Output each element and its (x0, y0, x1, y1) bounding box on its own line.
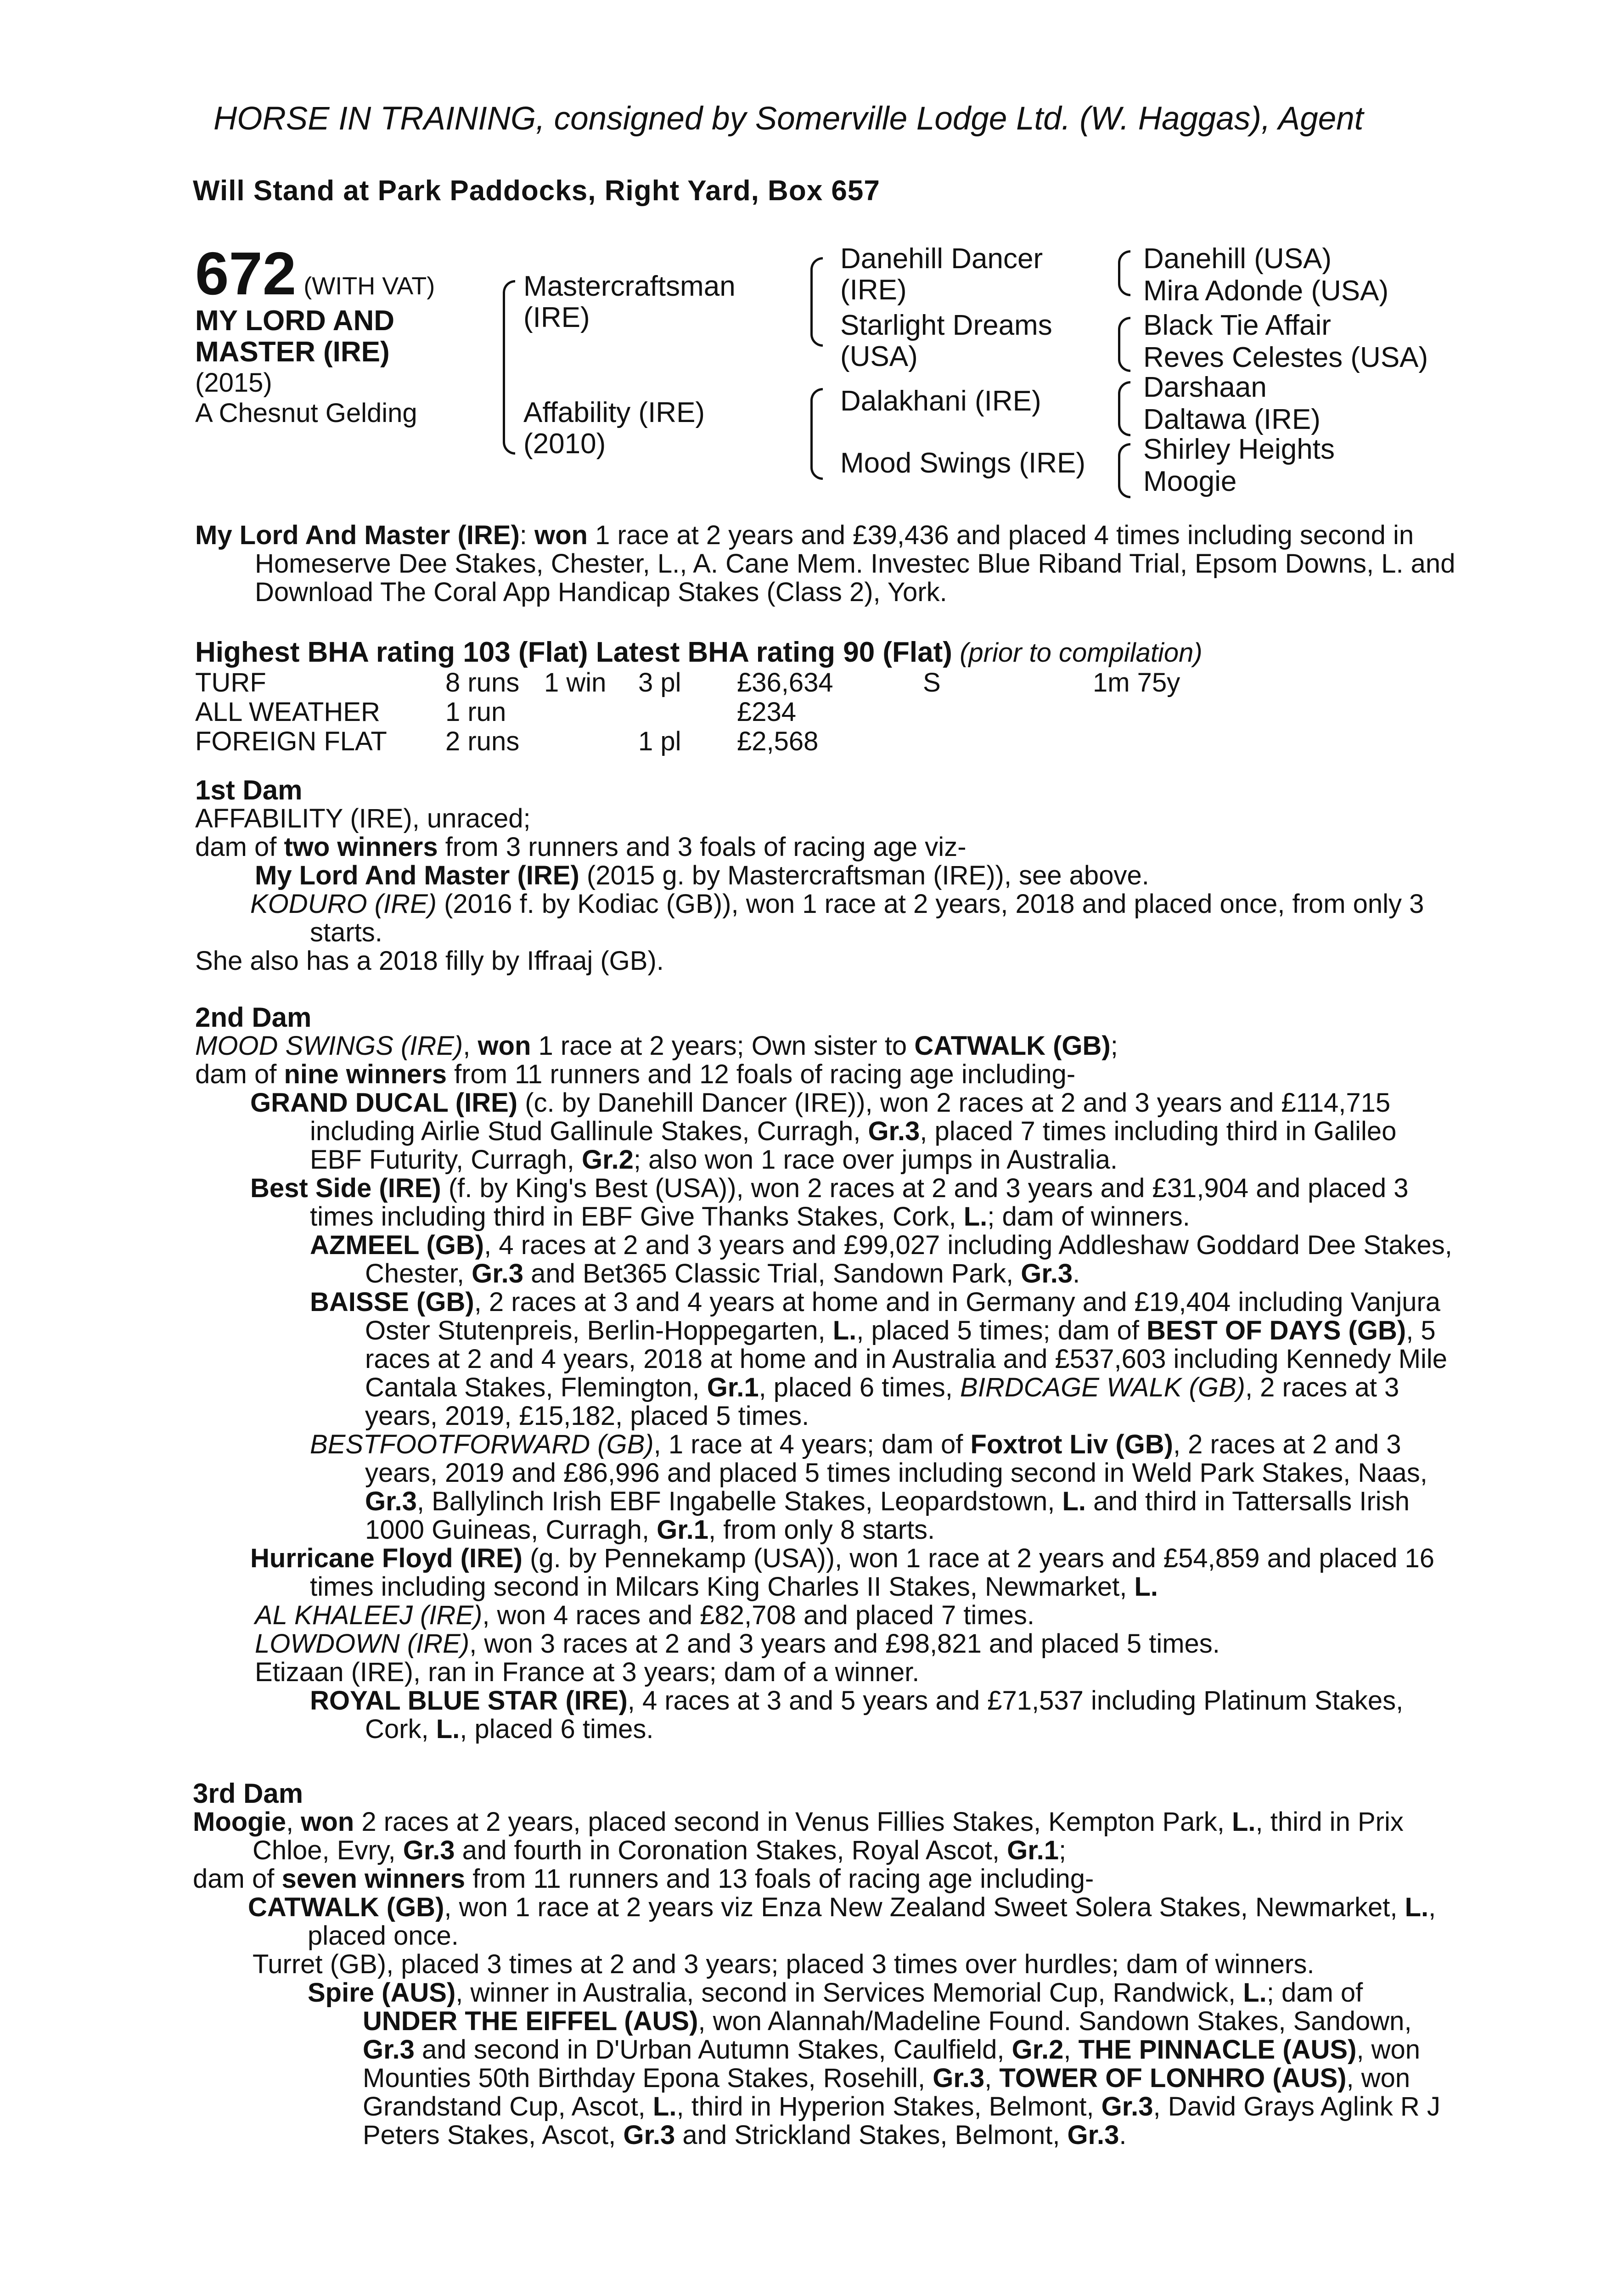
baisse-entry: BAISSE (GB), 2 races at 3 and 4 years at home and in Germany and £19,404 including Vanjura Oster Stutenpreis, Berlin-Hoppegarten, L., placed 5 times; dam of BEST OF DAYS (GB), 5 races at 2 and 4 years, 2018 at home and in Australia and £537,603 including Kennedy Mile Cantala Stakes, Flemington, Gr.1, placed 6 times, BIRDCAGE WALK (GB), 2 races at 3 years, 2019, £15,182, placed 5 times. (310, 1287, 1448, 1431)
spire-entry: Spire (AUS), winner in Australia, second in Services Memorial Cup, Randwick, L.; dam of UNDER THE EIFFEL (AUS), won Alannah/Madeline Found. Sandown Stakes, Sandown, Gr.3 and second in D'Urban Autumn Stakes, Caulfield, Gr.2, THE PINNACLE (AUS), won Mounties 50th Birthday Epona Stakes, Rosehill, Gr.3, TOWER OF LONHRO (AUS), won Grandstand Cup, Ascot, L., third in Hyperion Stakes, Belmont, Gr.3, David Grays Aglink R J Peters Stakes, Ascot, Gr.3 and Strickland Stakes, Belmont, Gr.3. (308, 1978, 1440, 2150)
pedigree-g4: Reves Celestes (USA) (1143, 342, 1428, 373)
horse-name-line1: MY LORD AND (195, 305, 394, 337)
pedigree-g1: Danehill (USA) (1143, 243, 1332, 275)
pedigree-g5: Darshaan (1143, 371, 1267, 403)
royal-blue-star-entry: ROYAL BLUE STAR (IRE), 4 races at 3 and 5 years and £71,537 including Platinum Stakes, Cork, L., placed 6 times. (310, 1686, 1404, 1744)
horse-name-block (195, 305, 417, 428)
dam-line-brace (810, 388, 823, 480)
second-dam-heading: 2nd Dam (195, 1002, 312, 1033)
lot-number-block (195, 239, 435, 308)
horse-name-line2: MASTER (IRE) (195, 336, 390, 368)
form-row-turf: TURF 8 runs 1 win 3 pl £36,634 S 1m 75y (195, 668, 1180, 698)
ratings-note: (prior to compilation) (960, 638, 1203, 668)
bestfootforward-entry: BESTFOOTFORWARD (GB), 1 race at 4 years; dam of Foxtrot Liv (GB), 2 races at 2 and 3 years, 2019 and £86,996 and placed 5 times including second in Weld Park Stakes, Naas, Gr.3, Ballylinch Irish EBF Ingabelle Stakes, Leopardstown, L. and third in Tattersalls Irish 1000 Guineas, Curragh, Gr.1, from only 8 starts. (310, 1429, 1427, 1545)
g-brace-1 (1118, 250, 1130, 296)
catwalk-entry: CATWALK (GB), won 1 race at 2 years viz Enza New Zealand Sweet Solera Stakes, Newmarket, L., placed once. (248, 1892, 1436, 1951)
pedigree-g2: Mira Adonde (USA) (1143, 275, 1389, 307)
hurricane-floyd-entry: Hurricane Floyd (IRE) (g. by Pennekamp (USA)), won 1 race at 2 years and £54,859 and placed 16 times including second in Milcars King Charles II Stakes, Newmarket, L. (250, 1543, 1435, 1602)
pedigree-g8: Moogie (1143, 466, 1237, 497)
summary-won: won (534, 520, 588, 550)
grand-ducal-entry: GRAND DUCAL (IRE) (c. by Danehill Dancer (IRE)), won 2 races at 2 and 3 years and £114,715 including Airlie Stud Gallinule Stakes, Curragh, Gr.3, placed 7 times including third in Galileo EBF Futurity, Curragh, Gr.2; also won 1 race over jumps in Australia. (250, 1088, 1397, 1175)
pedigree-dam-dam: Mood Swings (IRE) (840, 447, 1086, 479)
moogie-entry: Moogie, won 2 races at 2 years, placed second in Venus Fillies Stakes, Kempton Park, L., third in Prix Chloe, Evry, Gr.3 and fourth in Coronation Stakes, Royal Ascot, Gr.1; (193, 1807, 1404, 1865)
sire-line-brace (810, 257, 823, 347)
form-table (195, 668, 1180, 756)
first-dam-section: 1st Dam AFFABILITY (IRE), unraced; dam of two winners from 3 runners and 3 foals of racing age viz- My Lord And Master (IRE) (2015 g. by Mastercraftsman (IRE)), see above. KODURO (IRE) (2016 f. by Kodiac (GB)), won 1 race at 2 years, 2018 and placed once, from only 3 starts. She also has a 2018 filly by Iffraaj (GB). (195, 776, 1453, 975)
form-row-all-weather: ALL WEATHER 1 run £234 (195, 697, 797, 727)
sire-dam-brace (503, 280, 515, 455)
third-dam-section: 3rd Dam Moogie, won 2 races at 2 years, placed second in Venus Fillies Stakes, Kempton Park, L., third in Prix Chloe, Evry, Gr.3 and fourth in Coronation Stakes, Royal Ascot, Gr.1; dam of seven winners from 11 runners and 13 foals of racing age including- CATWALK (GB), won 1 race at 2 years viz Enza New Zealand Sweet Solera Stakes, Newmarket, L., placed once. Turret (GB), placed 3 times at 2 and 3 years; placed 3 times over hurdles; dam of winners. Spire (AUS), winner in Australia, second in Services Memorial Cup, Randwick, L.; dam of UNDER THE EIFFEL (AUS), won Alannah/Madeline Found. Sandown Stakes, Sandown, Gr.3 and second in D'Urban Autumn Stakes, Caulfield, Gr.2, THE PINNACLE (AUS), won Mounties 50th Birthday Epona Stakes, Rosehill, Gr.3, TOWER OF LONHRO (AUS), won Grandstand Cup, Ascot, L., third in Hyperion Stakes, Belmont, Gr.3, David Grays Aglink R J Peters Stakes, Ascot, Gr.3 and Strickland Stakes, Belmont, Gr.3. (193, 1779, 1451, 2150)
summary-text: 1 race at 2 years and £39,436 and placed 4 times including second in Homeserve Dee Stakes, Chester, L., A. Cane Mem. Investec Blue Riband Trial, Epsom Downs, L. and Download The Coral App Handicap Stakes (Class 2), York. (255, 520, 1455, 607)
g-brace-3 (1118, 381, 1130, 436)
horse-description: A Chesnut Gelding (195, 398, 417, 428)
third-dam-heading: 3rd Dam (193, 1778, 303, 1809)
pedigree-sire-dam: Starlight Dreams (USA) (840, 310, 1052, 372)
second-dam-section: 2nd Dam MOOD SWINGS (IRE), won 1 race at 2 years; Own sister to CATWALK (GB); dam of nine winners from 11 runners and 12 foals of racing age including- GRAND DUCAL (IRE) (c. by Danehill Dancer (IRE)), won 2 races at 2 and 3 years and £114,715 including Airlie Stud Gallinule Stakes, Curragh, Gr.3, placed 7 times including third in Galileo EBF Futurity, Curragh, Gr.2; also won 1 race over jumps in Australia. Best Side (IRE) (f. by King's Best (USA)), won 2 races at 2 and 3 years and £31,904 and placed 3 times including third in EBF Give Thanks Stakes, Cork, L.; dam of winners. AZMEEL (GB), 4 races at 2 and 3 years and £99,027 including Addleshaw Goddard Dee Stakes, Chester, Gr.3 and Bet365 Classic Trial, Sandown Park, Gr.3. BAISSE (GB), 2 races at 3 and 4 years at home and in Germany and £19,404 including Vanjura Oster Stutenpreis, Berlin-Hoppegarten, L., placed 5 times; dam of BEST OF DAYS (GB), 5 races at 2 and 4 years, 2018 at home and in Australia and £537,603 including Kennedy Mile Cantala Stakes, Flemington, Gr.1, placed 6 times, BIRDCAGE WALK (GB), 2 races at 3 years, 2019, £15,182, placed 5 times. BESTFOOTFORWARD (GB), 1 race at 4 years; dam of Foxtrot Liv (GB), 2 races at 2 and 3 years, 2019 and £86,996 and placed 5 times including second in Weld Park Stakes, Naas, Gr.3, Ballylinch Irish EBF Ingabelle Stakes, Leopardstown, L. and third in Tattersalls Irish 1000 Guineas, Curragh, Gr.1, from only 8 starts. Hurricane Floyd (IRE) (g. by Pennekamp (USA)), won 1 race at 2 years and £54,859 and placed 16 times including second in Milcars King Charles II Stakes, Newmarket, L. AL KHALEEJ (IRE), won 4 races and £82,708 and placed 7 times. LOWDOWN (IRE), won 3 races at 2 and 3 years and £98,821 and placed 5 times. Etizaan (IRE), ran in France at 3 years; dam of a winner. ROYAL BLUE STAR (IRE), 4 races at 3 and 5 years and £71,537 including Platinum Stakes, Cork, L., placed 6 times. (195, 1003, 1453, 1744)
pedigree-sire-sire: Danehill Dancer (IRE) (840, 243, 1043, 306)
pedigree-g6: Daltawa (IRE) (1143, 404, 1321, 435)
pedigree-g3: Black Tie Affair (1143, 310, 1331, 341)
horse-year: (2015) (195, 368, 272, 398)
first-dam-heading: 1st Dam (195, 775, 303, 805)
azmeel-entry: AZMEEL (GB), 4 races at 2 and 3 years and £99,027 including Addleshaw Goddard Dee Stakes, Chester, Gr.3 and Bet365 Classic Trial, Sandown Park, Gr.3. (310, 1230, 1452, 1289)
page-header: HORSE IN TRAINING, consigned by Somerville Lodge Ltd. (W. Haggas), Agent (214, 101, 1364, 137)
vat-label: (WITH VAT) (303, 272, 435, 300)
lot-number: 672 (195, 240, 297, 307)
stand-location: Will Stand at Park Paddocks, Right Yard, Box 657 (193, 175, 880, 207)
form-row-foreign-flat: FOREIGN FLAT 2 runs 1 pl £2,568 (195, 726, 819, 756)
g-brace-2 (1118, 317, 1130, 372)
ratings-heading (195, 638, 1453, 667)
g-brace-4 (1118, 443, 1130, 498)
pedigree-g7: Shirley Heights (1143, 433, 1335, 465)
pedigree-sire: Mastercraftsman (IRE) (523, 270, 736, 333)
race-summary: My Lord And Master (IRE): won 1 race at 2 years and £39,436 and placed 4 times including second in Homeserve Dee Stakes, Chester, L., A. Cane Mem. Investec Blue Riband Trial, Epsom Downs, L. and Download The Coral App Handicap Stakes (Class 2), York. (195, 520, 1455, 607)
pedigree-dam-sire: Dalakhani (IRE) (840, 385, 1041, 417)
pedigree-dam: Affability (IRE) (2010) (523, 397, 705, 460)
best-side-entry: Best Side (IRE) (f. by King's Best (USA)), won 2 races at 2 and 3 years and £31,904 and placed 3 times including third in EBF Give Thanks Stakes, Cork, L.; dam of winners. (250, 1173, 1409, 1232)
summary-horse-name: My Lord And Master (IRE) (195, 520, 520, 550)
ratings-title: Highest BHA rating 103 (Flat) Latest BHA rating 90 (Flat) (195, 636, 952, 668)
